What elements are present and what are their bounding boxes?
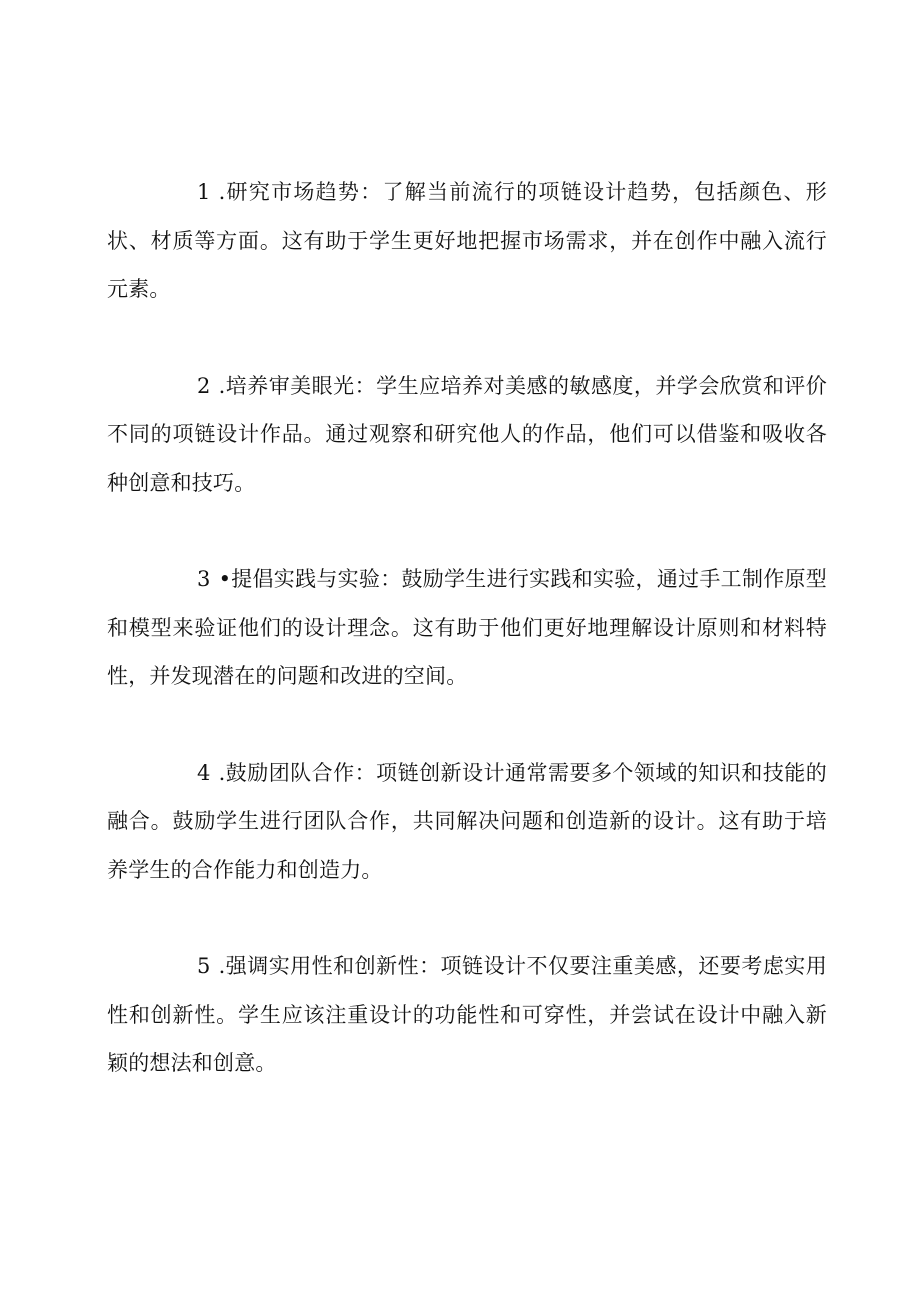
document-body <box>107 168 827 1136</box>
item-text: .研究市场趋势：了解当前流行的项链设计趋势，包括颜色、形状、材质等方面。这有助于学生更好地把握市场需求，并在创作中融入流行元素。 <box>107 180 827 301</box>
item-number: 1 <box>197 180 211 204</box>
list-item <box>107 555 827 701</box>
item-number: 3 <box>197 567 211 591</box>
item-text: .鼓励团队合作：项链创新设计通常需要多个领域的知识和技能的融合。鼓励学生进行团队合作，共同解决问题和创造新的设计。这有助于培养学生的合作能力和创造力。 <box>107 760 827 882</box>
list-item <box>107 168 827 314</box>
item-text: .培养审美眼光：学生应培养对美感的敏感度，并学会欣赏和评价不同的项链设计作品。通过观察和研究他人的作品，他们可以借鉴和吸收各种创意和技巧。 <box>107 373 827 495</box>
item-text: •提倡实践与实验：鼓励学生进行实践和实验，通过手工制作原型和模型来验证他们的设计理念。这有助于他们更好地理解设计原则和材料特性，并发现潜在的问题和改进的空间。 <box>107 567 827 688</box>
item-number: 4 <box>197 760 211 785</box>
item-number: 5 <box>197 954 211 978</box>
list-item <box>107 749 827 895</box>
item-number: 2 <box>197 373 211 398</box>
list-item <box>107 362 827 508</box>
list-item <box>107 942 827 1088</box>
item-text: .强调实用性和创新性：项链设计不仅要注重美感，还要考虑实用性和创新性。学生应该注重设计的功能性和可穿性，并尝试在设计中融入新颖的想法和创意。 <box>107 954 827 1075</box>
